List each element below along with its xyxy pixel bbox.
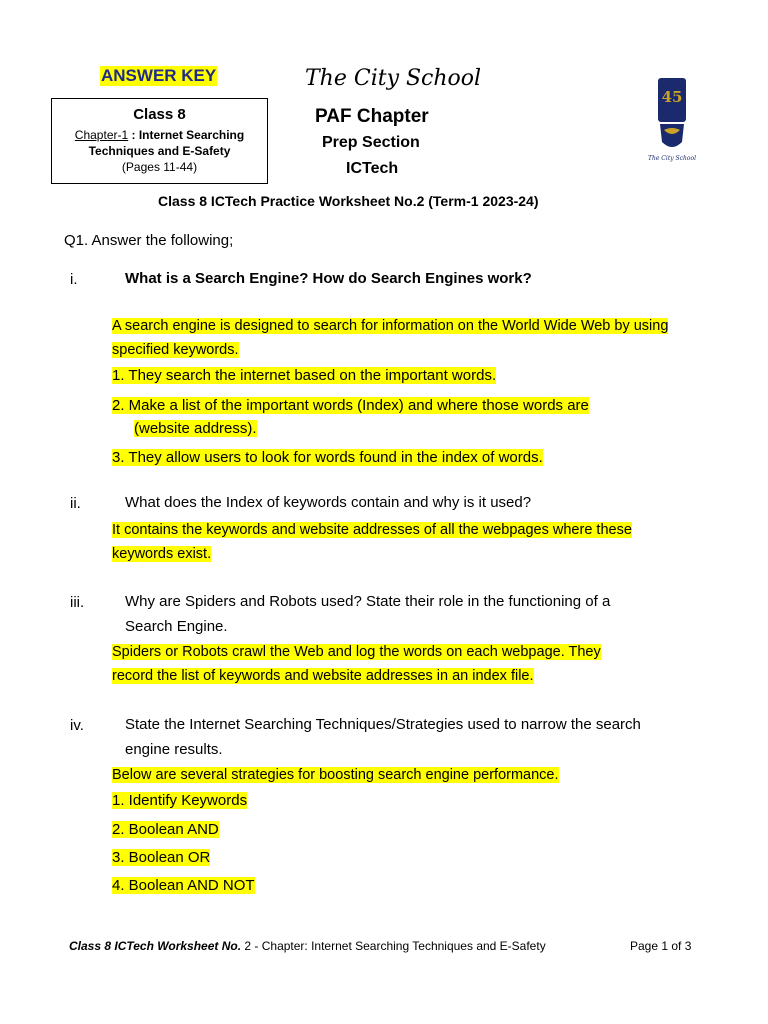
- question-text: engine results.: [125, 741, 223, 758]
- worksheet-title: Class 8 ICTech Practice Worksheet No.2 (Term-1 2023-24): [158, 193, 539, 209]
- answer-text: Spiders or Robots crawl the Web and log the words on each webpage. They: [112, 644, 601, 660]
- page-footer: [69, 939, 546, 953]
- answer-text: record the list of keywords and website addresses in an index file.: [112, 668, 534, 684]
- question-text: What is a Search Engine? How do Search Engines work?: [125, 270, 532, 287]
- class-label: Class 8: [133, 106, 186, 123]
- logo-shield: [660, 124, 684, 147]
- list-item: (website address).: [134, 420, 257, 437]
- pages-range: (Pages 11-44): [121, 160, 198, 174]
- chapter-title-line2: Techniques and E-Safety: [88, 144, 231, 158]
- list-item: 3. They allow users to look for words found in the index of words.: [112, 449, 543, 466]
- subject-name: ICTech: [346, 160, 399, 177]
- chapter-label: Chapter-1: [74, 128, 129, 142]
- question-number: iii.: [70, 594, 85, 611]
- answer-text: specified keywords.: [112, 342, 239, 358]
- question-text: Search Engine.: [125, 618, 228, 635]
- answer-text: keywords exist.: [112, 546, 212, 562]
- list-item: 4. Boolean AND NOT: [112, 877, 255, 894]
- section-name: Prep Section: [322, 134, 420, 151]
- list-item: 1. Identify Keywords: [112, 792, 248, 809]
- answer-text: It contains the keywords and website addresses of all the webpages where these: [112, 522, 632, 538]
- school-logo: [648, 76, 696, 164]
- question-text: What does the Index of keywords contain and why is it used?: [125, 494, 532, 511]
- chapter-name: PAF Chapter: [315, 106, 429, 127]
- question-number: ii.: [70, 495, 81, 512]
- question-number: iv.: [70, 717, 84, 734]
- question-heading: Q1. Answer the following;: [64, 232, 234, 249]
- list-item: 3. Boolean OR: [112, 849, 211, 866]
- school-name: The City School: [305, 66, 482, 91]
- list-item: 1. They search the internet based on the important words.: [112, 367, 497, 384]
- list-item: 2. Boolean AND: [112, 821, 219, 838]
- list-item: 2. Make a list of the important words (Index) and where those words are: [112, 397, 589, 414]
- page-number: Page 1 of 3: [630, 939, 692, 953]
- footer-chapter-text: 2 - Chapter: Internet Searching Techniques and E-Safety: [241, 939, 546, 953]
- logo-caption: The City School: [648, 155, 696, 162]
- answer-text: A search engine is designed to search for information on the World Wide Web by using: [112, 318, 669, 334]
- answer-text: Below are several strategies for boosting search engine performance.: [112, 767, 559, 783]
- chapter-info: [52, 127, 267, 159]
- class-info-box: [51, 98, 268, 184]
- chapter-title-line1: : Internet Searching: [128, 128, 245, 142]
- footer-worksheet-label: Class 8 ICTech Worksheet No.: [69, 939, 242, 953]
- question-number: i.: [70, 271, 78, 288]
- logo-number: 45: [661, 88, 683, 106]
- question-text: Why are Spiders and Robots used? State their role in the functioning of a: [125, 593, 611, 610]
- question-text: State the Internet Searching Techniques/Strategies used to narrow the search: [125, 716, 641, 733]
- answer-key-label: ANSWER KEY: [101, 66, 217, 85]
